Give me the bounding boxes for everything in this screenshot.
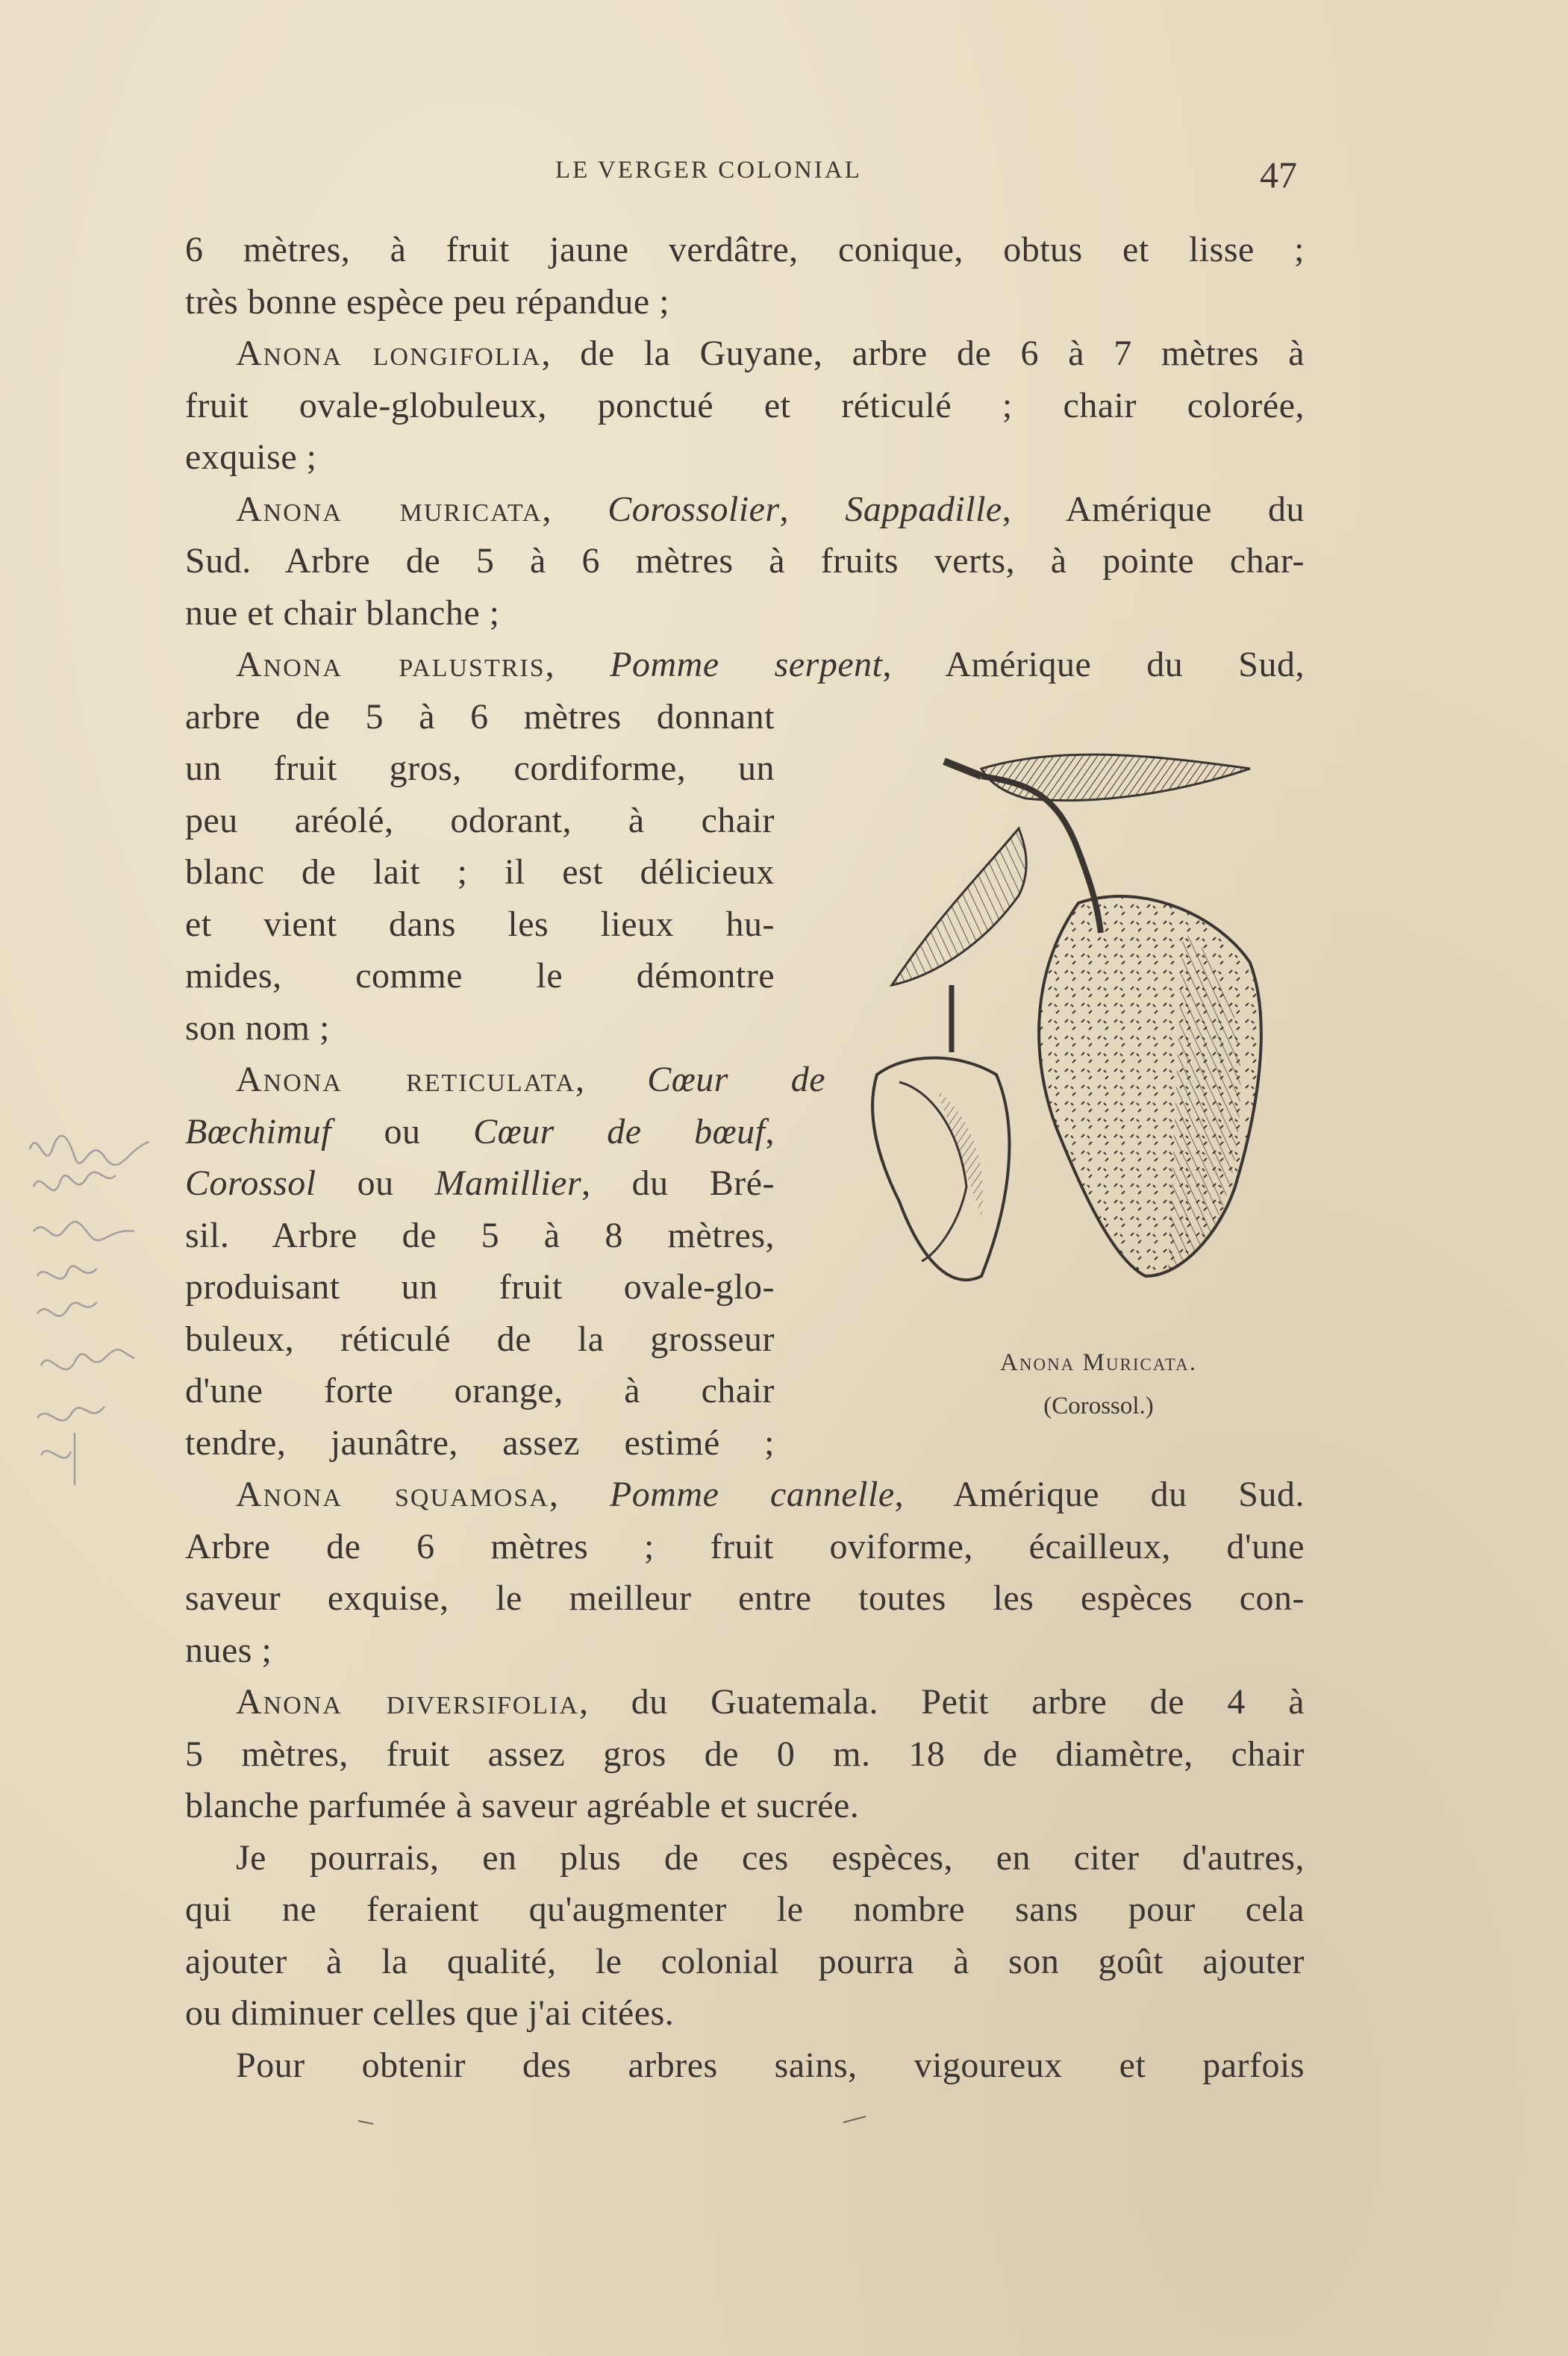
text-line: produisant un fruit ovale-glo- [185, 1267, 775, 1307]
text-line: un fruit gros, cordiforme, un [185, 749, 775, 788]
page-number: 47 [1260, 154, 1297, 196]
text-line: nues ; [185, 1630, 272, 1670]
common-name: Bœchimuf [185, 1111, 331, 1152]
common-name: Sappadille [845, 489, 1002, 529]
left-leaf [892, 828, 1026, 985]
text-line: nue et chair blanche ; [185, 593, 500, 633]
text-line: Arbre de 6 mètres ; fruit oviforme, écailleux, d'une [185, 1526, 1305, 1566]
species-name: Anona palustris [236, 645, 546, 684]
text-line: peu aréolé, odorant, à chair [185, 800, 775, 840]
common-name: Mamillier [434, 1163, 582, 1203]
text-line: ou diminuer celles que j'ai citées. [185, 1993, 675, 2033]
common-name: Cœur de [647, 1060, 825, 1099]
text-line: buleux, réticulé de la grosseur [185, 1319, 775, 1359]
paragraph-diversifolia-line: Anona diversifolia, du Guatemala. Petit arbre de 4 à [236, 1682, 1305, 1722]
figure-caption-name: Anona Muricata. [1000, 1349, 1197, 1376]
handwritten-margin-notes [22, 1104, 194, 1493]
text-line: tendre, jaunâtre, assez estimé ; [185, 1422, 775, 1463]
species-name: Anona squamosa [236, 1475, 549, 1514]
text-line: 5 mètres, fruit assez gros de 0 m. 18 de diamètre, chair [185, 1734, 1305, 1774]
common-name: Pomme serpent [610, 645, 883, 684]
species-name: Anona muricata [236, 489, 543, 529]
printer-mark [358, 2113, 881, 2128]
figure-caption-common: (Corossol.) [1043, 1393, 1154, 1419]
text-line: 6 mètres, à fruit jaune verdâtre, conique, obtus et lisse ; [185, 230, 1305, 269]
text-line: mides, comme le démontre [185, 956, 775, 996]
paragraph-squamosa-line: Anona squamosa, Pomme cannelle, Amérique du Sud. [236, 1475, 1305, 1514]
corossol-engraving [832, 739, 1265, 1321]
species-name: Anona diversifolia [236, 1682, 579, 1722]
species-name: Anona reticulata [236, 1060, 576, 1099]
text-line: fruit ovale-globuleux, ponctué et réticulé ; chair colorée, [185, 385, 1305, 425]
text-line: très bonne espèce peu répandue ; [185, 281, 670, 322]
text-line: d'une forte orange, à chair [185, 1371, 775, 1410]
text-line: exquise ; [185, 437, 317, 477]
paragraph-palustris-line: Anona palustris, Pomme serpent, Amérique du Sud, [236, 645, 1305, 684]
text-line: Pour obtenir des arbres sains, vigoureux et parfois [236, 2045, 1305, 2085]
upper-leaf [981, 754, 1250, 801]
text-line: Corossol ou Mamillier, du Bré- [185, 1163, 775, 1203]
common-name: Pomme cannelle [609, 1475, 895, 1514]
paragraph-longifolia-line: Anona longifolia, de la Guyane, arbre de 6 à 7 mètres à [236, 334, 1305, 373]
common-name: Corossol [185, 1163, 316, 1203]
text-line: Je pourrais, en plus de ces espèces, en citer d'autres, [236, 1837, 1305, 1878]
small-fruit [872, 985, 1009, 1280]
text-line: saveur exquise, le meilleur entre toutes les espèces con- [185, 1578, 1305, 1618]
common-name: Corossolier [607, 489, 780, 529]
text-line: blanche parfumée à saveur agréable et sucrée. [185, 1786, 860, 1825]
text-line: qui ne feraient qu'augmenter le nombre sans pour cela [185, 1890, 1305, 1929]
species-name: Anona longifolia [236, 334, 542, 373]
text-line: et vient dans les lieux hu- [185, 904, 775, 944]
text-line: son nom ; [185, 1007, 330, 1048]
paragraph-reticulata-line: Anona reticulata, Cœur de [236, 1060, 825, 1099]
text-line: Bœchimuf ou Cœur de bœuf, [185, 1111, 775, 1152]
text-line: arbre de 5 à 6 mètres donnant [185, 696, 775, 737]
text-line: sil. Arbre de 5 à 8 mètres, [185, 1215, 775, 1255]
running-title: LE VERGER COLONIAL [555, 157, 862, 184]
text-line: ajouter à la qualité, le colonial pourra à son goût ajouter [185, 1941, 1305, 1981]
text-line: blanc de lait ; il est délicieux [185, 852, 775, 892]
common-name: Cœur de bœuf [473, 1111, 766, 1152]
paragraph-muricata-line: Anona muricata, Corossolier, Sappadille, Amérique du [236, 489, 1305, 529]
text-line: Sud. Arbre de 5 à 6 mètres à fruits verts, à pointe char- [185, 541, 1305, 581]
running-header [185, 153, 1305, 205]
